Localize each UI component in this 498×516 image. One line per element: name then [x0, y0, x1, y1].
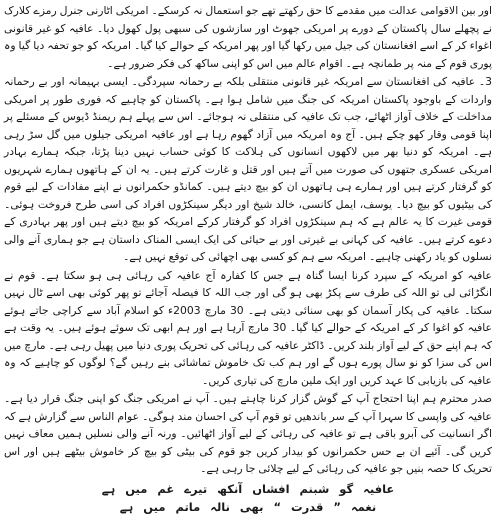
- article-paragraph-2: 3۔ عافیہ کی افغانستان سے امریکہ غیر قانونی منتقلی بلکہ بے رحمانہ سپردگی۔ ایسی بہیمانہ اور بے رحمانہ واردات کے باوجود پاکستان امریکہ کی جنگ میں شامل ہوا ہے۔ پاکستان کو چاہیے کہ فوری طور پر امریکی مداخلت کے خلاف آواز اٹھائے، جب تک عافیہ کی منتقلی نہ ہوجائے۔ اس سے پہلے ہم ریمنڈ ڈیوس کے مسئلے پر اپنا قومی وقار کھو چکے ہیں۔ آج وہ امریکہ میں آزاد گھوم رہا ہے اور عافیہ امریکی جیلوں میں گل سڑ رہی ہے۔ امریکہ کو دنیا بھر میں لاکھوں انسانوں کی ہلاکت کا کوئی حساب نہیں دینا پڑتا، جبکہ ہمارے بہادر امریکی عسکری جتھوں کی صورت میں آتے ہیں اور قتل و غارت کرتے ہیں۔ یہ ان کے ہاتھوں ہمارے شہریوں کو گرفتار کرتے ہیں اور ہمارے ہی ہاتھوں ان کو بیچ دیتے ہیں۔ کمانڈو حکمرانوں نے اپنے مفادات کے لیے قوم کی بیٹیوں کو بیچ دیا۔ یوسف، ایمل کانسی، خالد شیخ اور دیگر سینکڑوں افراد کی اسی طرح فروخت ہوئی۔ قومی غیرت کا یہ عالم ہے کہ ہم سینکڑوں افراد کو گرفتار کرکے امریکہ کو بیچ دیتے ہیں اور پھر بہادری کے دعوے کرتے ہیں۔ عافیہ کی کہانی بے غیرتی اور بے حیائی کی ایک ایسی المناک داستان ہے جو ہماری آنے والی نسلوں کو یاد رکھنی چاہیے۔ امریکہ سے ہم کو کسی بھی اچھائی کی توقع نہیں ہے۔: [4, 75, 492, 263]
- verse-line-1: عافیہ گو شبنم افشاں آنکھ تیرے غم میں ہے: [101, 481, 395, 496]
- article-paragraph-3: عافیہ کو امریکہ کے سپرد کرنا ایسا گناہ ہے جس کا کفارہ آج عافیہ کی رہائی ہی ہو سکتا ہے۔ قوم نے انگڑائی لی تو اللہ کی طرف سے پکڑ بھی ہو گی اور جب اللہ کا فیصلہ آجائے تو پھر کوئی بھی اسے ٹال نہیں سکتا۔ عافیہ کی پکار آسمان کو بھی سنائی دیتی ہے۔ 30 مارچ 2003ء کو اسلام آباد سے کراچی جاتے ہوئے عافیہ کو اغوا کر کے امریکہ کے حوالے کیا گیا۔ 30 مارچ آرہا ہے اور ہم ابھی تک سوئے ہوئے ہیں۔ یہ وقت ہے کہ ہم اپنے حق کے لیے آواز بلند کریں۔ ڈاکٹر عافیہ کی رہائی کی تحریک پوری دنیا میں پھیل رہی ہے۔ مارچ میں اس کی سزا کو نو سال پورے ہوں گے اور ہم کب تک خاموش تماشائی بنے رہیں گے؟ لوگوں کو چاہیے کہ وہ عافیہ کی بازیابی کا عہد کریں اور ایک ملین مارچ کی تیاری کریں۔: [4, 268, 492, 387]
- article-paragraph-1: اور بین الاقوامی عدالت میں مقدمے کا حق رکھتے تھے جو استعمال نہ کرسکے۔ امریکی اٹارنی جنرل رمزے کلارک نے پچھلے سال پاکستان کے دورے پر امریکی جھوٹ اور سازشوں کی سبھی پول کھول دیا۔ عافیہ کو غیر قانونی اغواء کر کے اسے افغانستان کی جیل میں رکھا گیا اور پھر امریکہ کے حوالے کیا گیا۔ امریکہ کو جو تحفہ دیا گیا وہ پوری قوم کے منہ پر طمانچہ ہے۔ اقوام عالم میں اس کو اپنی ساکھ کی فکر ضرور ہے۔: [4, 4, 492, 70]
- article-paragraph-4: صدر محترم ہم اپنا احتجاج آپ کے گوش گزار کرنا چاہتے ہیں۔ آپ نے امریکی جنگ کو اپنی جنگ قرار دیا ہے۔ عافیہ کی واپسی کا سہرا آپ کے سر باندھیں تو قوم آپ کی احسان مند ہوگی۔ عوام الناس سے گزارش ہے کہ اگر انسانیت کی آبرو باقی ہے تو عافیہ کی رہائی کے لیے آواز اٹھائیں۔ ورنہ آنے والی نسلیں ہمیں معاف نہیں کریں گی۔ آئیے ان بے حس حکمرانوں کو بیدار کریں جو قوم کی بیٹی کو بیچ کر خاموش بیٹھے ہیں اور اس تحریک کا حصہ بنیں جو عافیہ کی رہائی کے لیے چلائی جا رہی ہے۔: [4, 392, 492, 475]
- verse-line-2: نغمہ ” قدرت “ بھی نالہ ماتم میں ہے: [119, 499, 377, 514]
- closing-verse: [4, 480, 492, 516]
